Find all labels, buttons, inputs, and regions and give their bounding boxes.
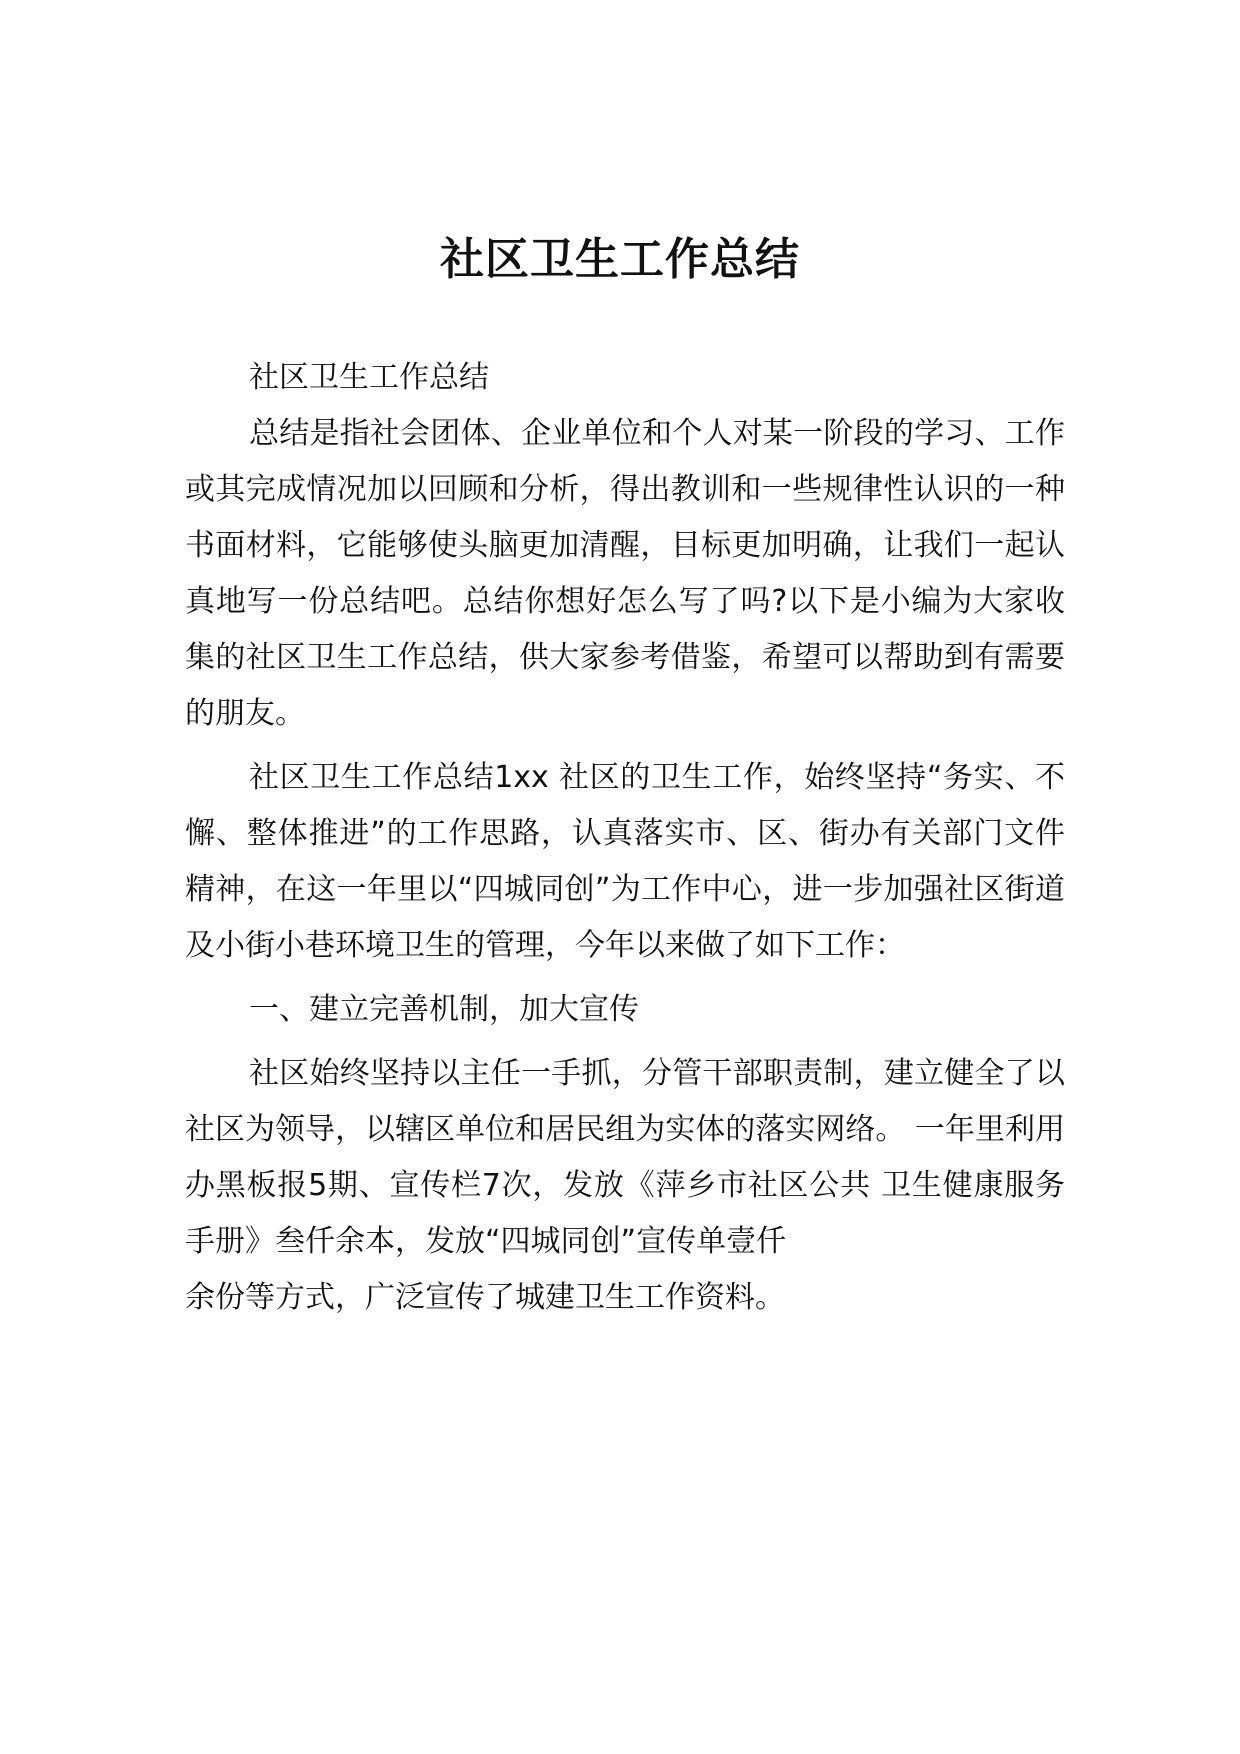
paragraph-section-1-continued: 余份等方式，广泛宣传了城建卫生工作资料。: [185, 1280, 785, 1315]
document-body: [185, 350, 1065, 1326]
paragraph-summary-1: 社区卫生工作总结1xx 社区的卫生工作，始终坚持“务实、不懈、整体推进”的工作思路，认真落实市、区、街办有关部门文件精神，在这一年里以“四城同创”为工作中心，进一步加强社区街道及小街小巷环境卫生的管理，今年以来做了如下工作：: [185, 760, 1065, 963]
section-heading-1: 一、建立完善机制，加大宣传: [249, 992, 639, 1027]
paragraph-introduction: 总结是指社会团体、企业单位和个人对某一阶段的学习、工作或其完成情况加以回顾和分析，得出教训和一些规律性认识的一种书面材料，它能够使头脑更加清醒，目标更加明确，让我们一起认真地写一份总结吧。总结你想好怎么写了吗?以下是小编为大家收集的社区卫生工作总结，供大家参考借鉴，希望可以帮助到有需要的朋友。: [185, 416, 1065, 731]
paragraph-section-1: 社区始终坚持以主任一手抓，分管干部职责制，建立健全了以社区为领导，以辖区单位和居民组为实体的落实网络。 一年里利用办黑板报5期、宣传栏7次，发放《萍乡市社区公共 卫生健康服务手册》叁仟余本，发放“四城同创”宣传单壹仟: [185, 1056, 1065, 1259]
paragraph-subtitle: 社区卫生工作总结: [249, 360, 489, 395]
document-title: 社区卫生工作总结: [440, 234, 800, 285]
